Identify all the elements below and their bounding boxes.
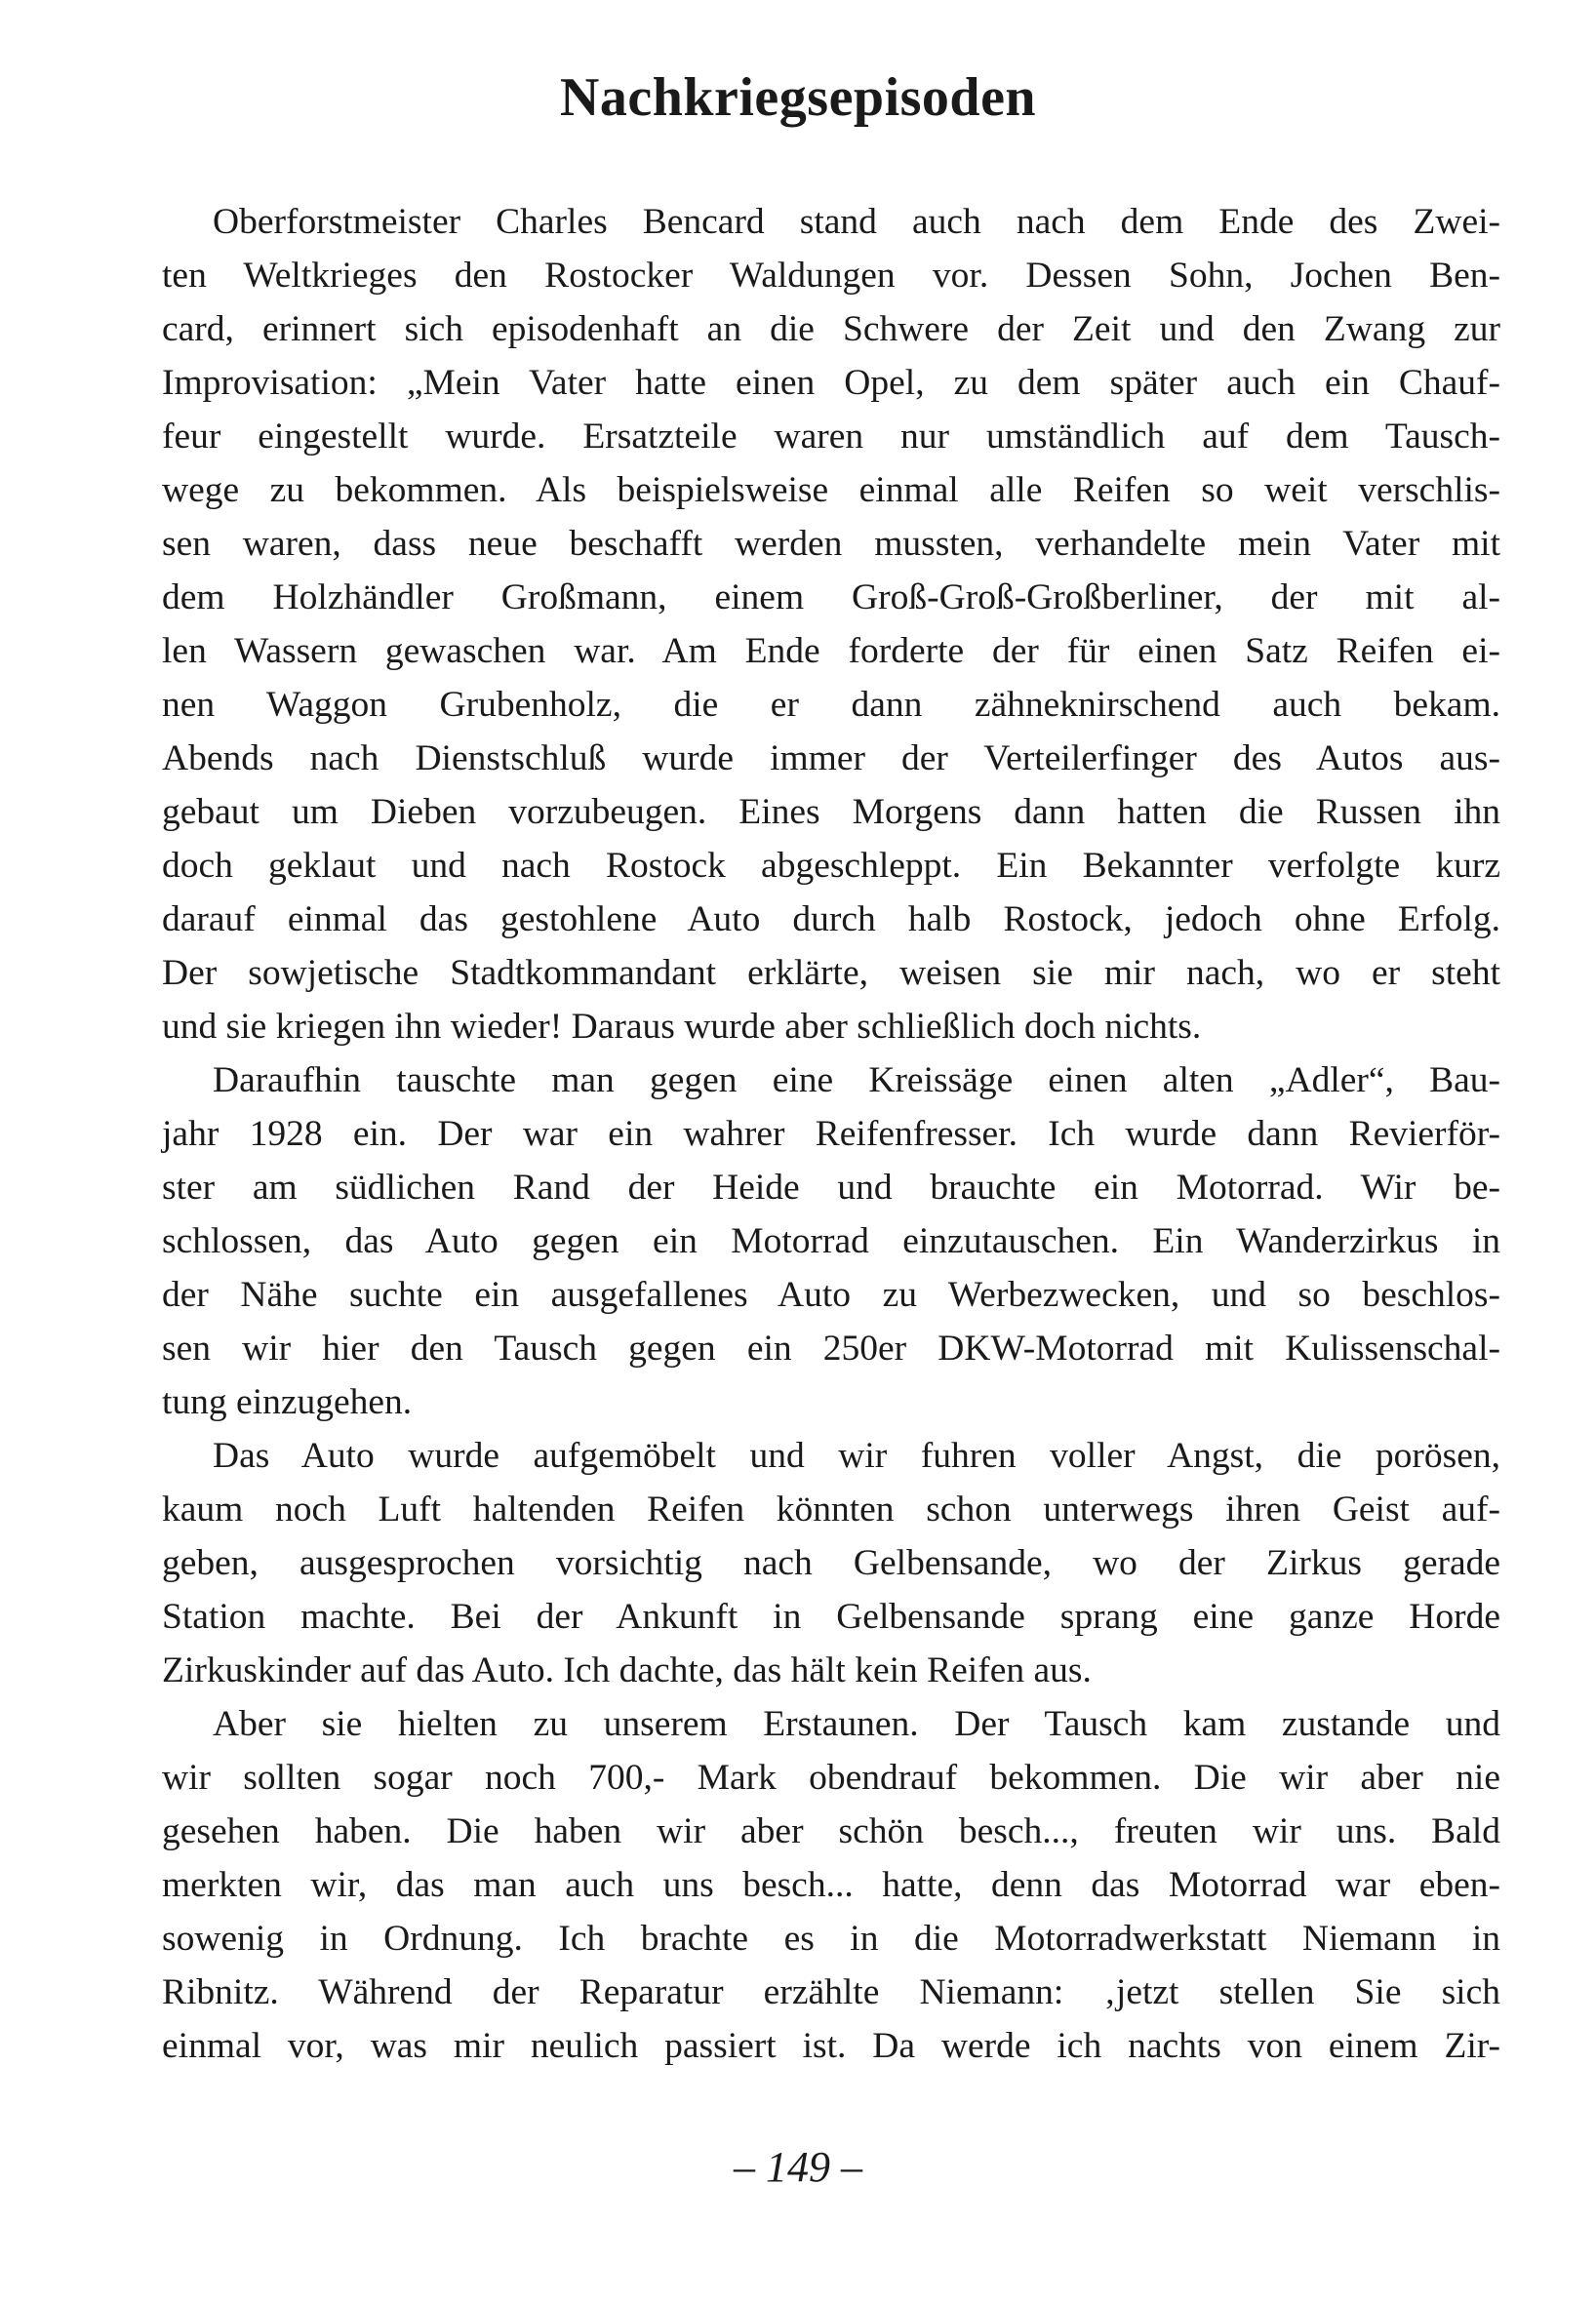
text-line: ten Weltkrieges den Rostocker Waldungen vor. Dessen Sohn, Jochen Ben- [162,256,1500,296]
text-line: Improvisation: „Mein Vater hatte einen Opel, zu dem später auch ein Chauf- [162,363,1500,403]
text-line: Das Auto wurde aufgemöbelt und wir fuhren voller Angst, die porösen, [213,1436,1500,1476]
text-line: und sie kriegen ihn wieder! Daraus wurde aber schließlich doch nichts. [162,1007,1202,1047]
text-line: sowenig in Ordnung. Ich brachte es in die Motorradwerkstatt Niemann in [162,1919,1500,1959]
text-line: Daraufhin tauschte man gegen eine Kreissäge einen alten „Adler“, Bau- [213,1060,1500,1100]
text-line: Zirkuskinder auf das Auto. Ich dachte, das hält kein Reifen aus. [162,1650,1092,1690]
text-line: wir sollten sogar noch 700,- Mark obendrauf bekommen. Die wir aber nie [162,1758,1500,1798]
text-line: Der sowjetische Stadtkommandant erklärte, weisen sie mir nach, wo er steht [162,953,1500,993]
text-line: merkten wir, das man auch uns besch... hatte, denn das Motorrad war eben- [162,1865,1500,1905]
text-line: der Nähe suchte ein ausgefallenes Auto zu Werbezwecken, und so beschlos- [162,1275,1500,1315]
text-line: gesehen haben. Die haben wir aber schön besch..., freuten wir uns. Bald [162,1811,1500,1851]
text-line: Ribnitz. Während der Reparatur erzählte Niemann: ‚jetzt stellen Sie sich [162,1972,1500,2012]
text-line: Station machte. Bei der Ankunft in Gelbensande sprang eine ganze Horde [162,1597,1500,1637]
chapter-title: Nachkriegsepisoden [559,67,1037,128]
text-line: nen Waggon Grubenholz, die er dann zähneknirschend auch bekam. [162,685,1500,725]
body-text [162,195,1500,2073]
text-line: jahr 1928 ein. Der war ein wahrer Reifenfresser. Ich wurde dann Revierför- [162,1114,1500,1154]
text-line: feur eingestellt wurde. Ersatzteile waren nur umständlich auf dem Tausch- [162,417,1500,457]
text-line: geben, ausgesprochen vorsichtig nach Gelbensande, wo der Zirkus gerade [162,1543,1500,1583]
text-line: Oberforstmeister Charles Bencard stand auch nach dem Ende des Zwei- [213,202,1500,242]
text-line: Aber sie hielten zu unserem Erstaunen. Der Tausch kam zustande und [213,1704,1500,1744]
text-line: ster am südlichen Rand der Heide und brauchte ein Motorrad. Wir be- [162,1168,1500,1208]
text-line: sen waren, dass neue beschafft werden mussten, verhandelte mein Vater mit [162,524,1500,564]
text-line: dem Holzhändler Großmann, einem Groß-Groß-Großberliner, der mit al- [162,577,1500,617]
text-line: card, erinnert sich episodenhaft an die Schwere der Zeit und den Zwang zur [162,309,1500,349]
text-line: wege zu bekommen. Als beispielsweise einmal alle Reifen so weit verschlis- [162,470,1500,510]
text-line: schlossen, das Auto gegen ein Motorrad einzutauschen. Ein Wanderzirkus in [162,1221,1500,1261]
page-number: – 149 – [734,2143,862,2191]
text-line: len Wassern gewaschen war. Am Ende forderte der für einen Satz Reifen ei- [162,631,1500,671]
text-line: darauf einmal das gestohlene Auto durch halb Rostock, jedoch ohne Erfolg. [162,899,1500,939]
text-line: einmal vor, was mir neulich passiert ist. Da werde ich nachts von einem Zir- [162,2026,1500,2066]
text-line: Abends nach Dienstschluß wurde immer der Verteilerfinger des Autos aus- [162,738,1500,778]
text-line: gebaut um Dieben vorzubeugen. Eines Morgens dann hatten die Russen ihn [162,792,1500,832]
text-line: tung einzugehen. [162,1382,413,1422]
text-line: kaum noch Luft haltenden Reifen könnten schon unterwegs ihren Geist auf- [162,1490,1500,1529]
text-line: doch geklaut und nach Rostock abgeschleppt. Ein Bekannter verfolgte kurz [162,846,1500,886]
text-line: sen wir hier den Tausch gegen ein 250er DKW-Motorrad mit Kulissenschal- [162,1329,1500,1369]
